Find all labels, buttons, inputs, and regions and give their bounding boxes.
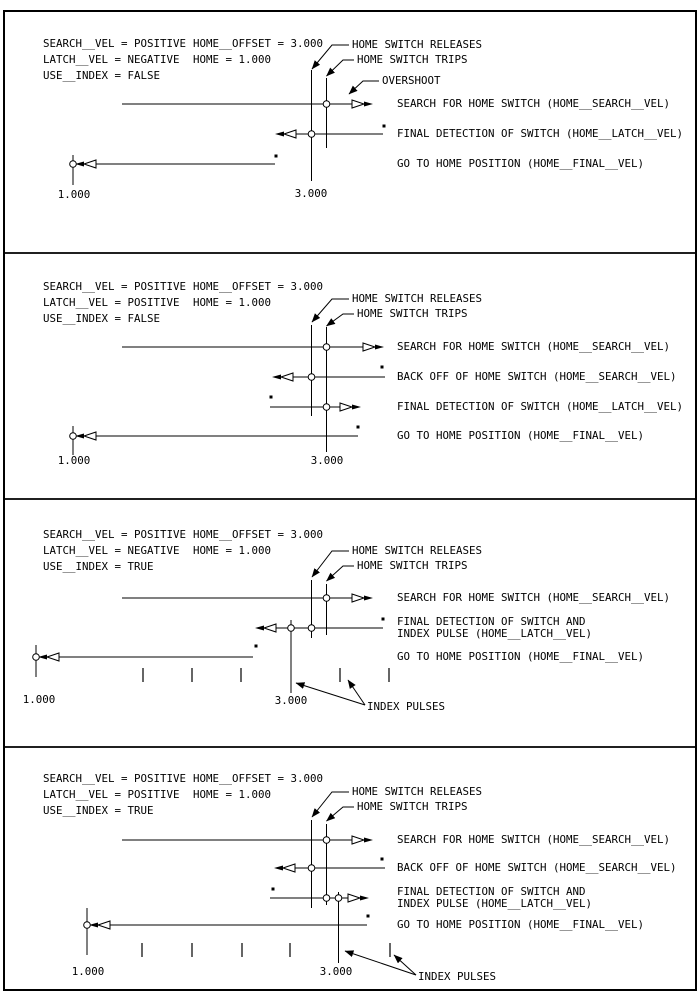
motion-start-dot: [272, 888, 275, 891]
home-position-label: 1.000: [22, 693, 56, 706]
panel-2: [43, 280, 683, 467]
motion-start-dot: [367, 915, 370, 918]
step-label: BACK OFF OF HOME SWITCH (HOME__SEARCH__VEL): [397, 370, 677, 383]
motion-row: [255, 615, 592, 640]
step-label: FINAL DETECTION OF SWITCH AND: [397, 615, 586, 628]
switch-event-marker: [288, 625, 295, 632]
step-label: SEARCH FOR HOME SWITCH (HOME__SEARCH__VEL): [397, 833, 671, 846]
step-label: FINAL DETECTION OF SWITCH AND: [397, 885, 586, 898]
motion-start-dot: [381, 366, 384, 369]
direction-arrow-right: [352, 594, 373, 602]
switch-event-marker: [70, 161, 77, 168]
callout-leader-arrow: [327, 807, 355, 821]
callout-label: HOME SWITCH TRIPS: [357, 559, 468, 572]
switch-event-marker: [308, 131, 315, 138]
callout-leader-arrow: [327, 314, 355, 326]
home-position-label: 1.000: [57, 454, 91, 467]
step-label: GO TO HOME POSITION (HOME__FINAL__VEL): [397, 650, 645, 663]
setting-line: SEARCH__VEL = POSITIVE: [43, 37, 187, 50]
motion-row: [270, 396, 684, 414]
arrow-open-head: [47, 653, 59, 661]
step-label: SEARCH FOR HOME SWITCH (HOME__SEARCH__VEL): [397, 97, 671, 110]
direction-arrow-left: [89, 921, 110, 929]
motion-row: [270, 885, 592, 910]
switch-event-marker: [323, 837, 330, 844]
setting-line: SEARCH__VEL = POSITIVE: [43, 280, 187, 293]
motion-start-dot: [357, 426, 360, 429]
step-label: SEARCH FOR HOME SWITCH (HOME__SEARCH__VEL): [397, 340, 671, 353]
setting-line: HOME__OFFSET = 3.000: [193, 37, 324, 50]
switch-event-marker: [323, 895, 330, 902]
arrow-open-head: [264, 624, 276, 632]
setting-line: USE__INDEX = FALSE: [43, 69, 161, 82]
direction-arrow-left: [275, 130, 296, 138]
step-label: INDEX PULSE (HOME__LATCH__VEL): [397, 627, 593, 640]
setting-line: LATCH__VEL = POSITIVE: [43, 296, 180, 309]
home-offset-label: 3.000: [274, 694, 308, 707]
arrow-open-head: [352, 100, 364, 108]
switch-event-marker: [335, 895, 342, 902]
arrow-solid-tip: [364, 838, 373, 843]
step-label: GO TO HOME POSITION (HOME__FINAL__VEL): [397, 429, 645, 442]
callout-leader-arrow: [312, 792, 349, 817]
direction-arrow-left: [274, 864, 295, 872]
switch-event-marker: [323, 404, 330, 411]
arrow-solid-tip: [364, 102, 373, 107]
direction-arrow-left: [38, 653, 59, 661]
panel-3: [23, 528, 670, 713]
setting-line: SEARCH__VEL = POSITIVE: [43, 528, 187, 541]
callout-leader-arrow: [349, 81, 379, 94]
motion-start-dot: [255, 645, 258, 648]
callout-label: HOME SWITCH TRIPS: [357, 53, 468, 66]
arrow-open-head: [281, 373, 293, 381]
direction-arrow-left: [75, 432, 96, 440]
setting-line: SEARCH__VEL = POSITIVE: [43, 772, 187, 785]
step-label: BACK OFF OF HOME SWITCH (HOME__SEARCH__VEL): [397, 861, 677, 874]
arrow-open-head: [84, 432, 96, 440]
index-pulses-leader-arrow: [394, 955, 416, 975]
direction-arrow-right: [363, 343, 384, 351]
arrow-open-head: [340, 403, 352, 411]
callout-label: HOME SWITCH RELEASES: [352, 785, 483, 798]
motion-row: [84, 915, 644, 932]
switch-event-marker: [308, 625, 315, 632]
motion-row: [122, 833, 670, 846]
setting-line: HOME__OFFSET = 3.000: [193, 528, 324, 541]
motion-row: [122, 340, 670, 353]
motion-row: [275, 125, 683, 141]
switch-event-marker: [323, 595, 330, 602]
motion-row: [70, 426, 644, 443]
index-pulses-label: INDEX PULSES: [367, 700, 446, 713]
step-label: INDEX PULSE (HOME__LATCH__VEL): [397, 897, 593, 910]
panel-4: [43, 772, 677, 983]
index-pulses-leader-arrow: [348, 680, 365, 705]
motion-row: [274, 858, 677, 875]
callout-label: HOME SWITCH TRIPS: [357, 307, 468, 320]
direction-arrow-right: [352, 836, 373, 844]
switch-event-marker: [323, 101, 330, 108]
motion-row: [122, 97, 670, 110]
arrow-solid-tip: [360, 896, 369, 901]
step-label: SEARCH FOR HOME SWITCH (HOME__SEARCH__VEL): [397, 591, 671, 604]
switch-event-marker: [308, 374, 315, 381]
direction-arrow-left: [272, 373, 293, 381]
motion-row: [70, 155, 644, 171]
index-pulses-label: INDEX PULSES: [418, 970, 497, 983]
arrow-open-head: [84, 160, 96, 168]
home-offset-label: 3.000: [319, 965, 353, 978]
direction-arrow-right: [352, 100, 373, 108]
arrow-solid-tip: [375, 345, 384, 350]
switch-event-marker: [84, 922, 91, 929]
motion-start-dot: [382, 618, 385, 621]
switch-event-marker: [308, 865, 315, 872]
motion-row: [272, 366, 677, 384]
setting-line: LATCH__VEL = POSITIVE: [43, 788, 180, 801]
arrow-solid-tip: [364, 596, 373, 601]
setting-line: HOME = 1.000: [193, 544, 272, 557]
direction-arrow-left: [75, 160, 96, 168]
callout-label: HOME SWITCH RELEASES: [352, 292, 483, 305]
setting-line: HOME = 1.000: [193, 53, 272, 66]
arrow-open-head: [363, 343, 375, 351]
motion-start-dot: [275, 155, 278, 158]
home-offset-label: 3.000: [294, 187, 328, 200]
setting-line: HOME = 1.000: [193, 296, 272, 309]
home-offset-label: 3.000: [310, 454, 344, 467]
motion-row: [122, 591, 670, 604]
setting-line: HOME = 1.000: [193, 788, 272, 801]
arrow-open-head: [352, 836, 364, 844]
arrow-open-head: [352, 594, 364, 602]
step-label: FINAL DETECTION OF SWITCH (HOME__LATCH__VEL): [397, 400, 684, 413]
motion-start-dot: [383, 125, 386, 128]
switch-event-marker: [70, 433, 77, 440]
setting-line: HOME__OFFSET = 3.000: [193, 772, 324, 785]
callout-label: HOME SWITCH RELEASES: [352, 38, 483, 51]
arrow-open-head: [348, 894, 360, 902]
setting-line: USE__INDEX = TRUE: [43, 560, 154, 573]
step-label: GO TO HOME POSITION (HOME__FINAL__VEL): [397, 918, 645, 931]
switch-event-marker: [33, 654, 40, 661]
motion-start-dot: [270, 396, 273, 399]
setting-line: LATCH__VEL = NEGATIVE: [43, 544, 180, 557]
step-label: FINAL DETECTION OF SWITCH (HOME__LATCH__VEL): [397, 127, 684, 140]
direction-arrow-right: [348, 894, 369, 902]
arrow-open-head: [284, 130, 296, 138]
callout-label: HOME SWITCH TRIPS: [357, 800, 468, 813]
direction-arrow-right: [340, 403, 361, 411]
direction-arrow-left: [255, 624, 276, 632]
home-position-label: 1.000: [57, 188, 91, 201]
callout-leader-arrow: [327, 566, 355, 581]
setting-line: USE__INDEX = FALSE: [43, 312, 161, 325]
arrow-open-head: [283, 864, 295, 872]
setting-line: LATCH__VEL = NEGATIVE: [43, 53, 180, 66]
motion-start-dot: [381, 858, 384, 861]
arrow-open-head: [98, 921, 110, 929]
panel-1: [43, 37, 683, 201]
switch-event-marker: [323, 344, 330, 351]
step-label: GO TO HOME POSITION (HOME__FINAL__VEL): [397, 157, 645, 170]
callout-leader-arrow: [312, 551, 349, 577]
callout-leader-arrow: [312, 299, 349, 322]
home-position-label: 1.000: [71, 965, 105, 978]
index-pulses-leader-arrow: [345, 951, 416, 975]
callout-label: OVERSHOOT: [382, 74, 441, 87]
arrow-solid-tip: [352, 405, 361, 410]
callout-leader-arrow: [327, 60, 355, 76]
setting-line: HOME__OFFSET = 3.000: [193, 280, 324, 293]
motion-row: [33, 645, 644, 664]
setting-line: USE__INDEX = TRUE: [43, 804, 154, 817]
callout-label: HOME SWITCH RELEASES: [352, 544, 483, 557]
